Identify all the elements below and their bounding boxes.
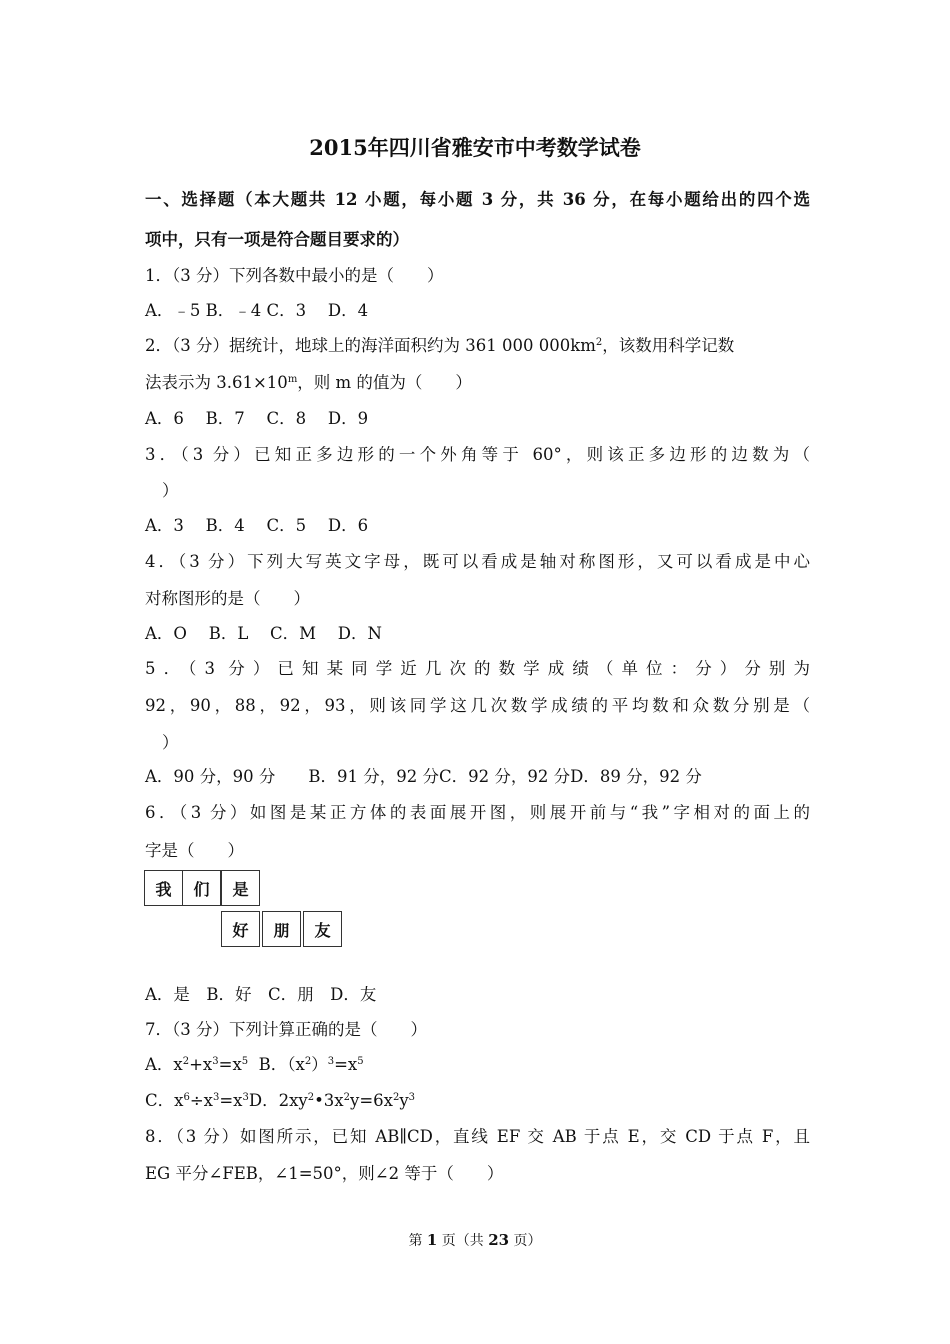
q7-d-sup2b: 2	[343, 1092, 350, 1103]
q7-c-sup3b: 3	[242, 1092, 249, 1103]
net-face-4: 好	[221, 911, 260, 947]
question-3-stem-line-1: 3．（3 分）已知正多边形的一个外角等于 60°，则该正多边形的边数为（	[145, 445, 810, 464]
question-4-options: A．O B．L C．M D．N	[145, 624, 382, 643]
q7-d-bullet: •3x	[314, 1091, 344, 1110]
section-heading-line-2: 项中，只有一项是符合题目要求的）	[145, 230, 409, 249]
question-5-stem-line-2: 92，90，88，92，93，则该同学这几次数学成绩的平均数和众数分别是（	[145, 696, 810, 715]
footer-suffix: 页）	[509, 1233, 542, 1249]
question-8-stem-line-2: EG 平分∠FEB，∠1=50°，则∠2 等于（ ）	[145, 1164, 504, 1183]
q7-c-eq: =x	[219, 1091, 243, 1110]
q2-text-a: 2．（3 分）据统计，地球上的海洋面积约为 361 000 000km	[145, 336, 596, 355]
question-6-stem-line-2: 字是（ ）	[145, 841, 244, 860]
q7-b-sup5: 5	[357, 1056, 364, 1067]
q7-d-eq: y=6x	[350, 1091, 393, 1110]
question-7-options-ab	[145, 1051, 810, 1075]
question-7-stem: 7．（3 分）下列计算正确的是（ ）	[145, 1020, 427, 1039]
question-5-stem-line-3: ）	[162, 733, 179, 752]
net-face-3: 是	[221, 870, 260, 906]
question-6-options: A．是 B．好 C．朋 D．友	[145, 985, 377, 1004]
net-face-5: 朋	[262, 911, 301, 947]
question-2-stem-line-2	[145, 369, 810, 393]
q7-a-plus: +x	[189, 1055, 213, 1074]
q7-d-sup2: 2	[307, 1092, 315, 1103]
q7-c-sup6: 6	[183, 1092, 190, 1103]
net-face-1: 我	[144, 870, 183, 906]
question-2-options: A．6 B．7 C．8 D．9	[145, 409, 369, 428]
question-6-stem-line-1: 6．（3 分）如图是某正方体的表面展开图，则展开前与“我”字相对的面上的	[145, 803, 810, 822]
page-footer	[0, 1230, 950, 1250]
q2-sup-2: 2	[595, 337, 603, 348]
question-8-stem-line-1: 8．（3 分）如图所示，已知 AB∥CD，直线 EF 交 AB 于点 E，交 CD 于点 F，且	[145, 1127, 810, 1146]
question-7-options-cd	[145, 1087, 810, 1111]
q2-sup-m: m	[287, 374, 298, 385]
question-3-options: A．3 B．4 C．5 D．6	[145, 516, 369, 535]
q7-b-sup3: 3	[327, 1056, 335, 1067]
q7-b-eq: =x	[334, 1055, 358, 1074]
q2-text-a-end: ，该数用科学记数	[602, 336, 735, 355]
q7-a-x: A．x	[145, 1055, 183, 1074]
q7-d-y: y	[399, 1091, 409, 1110]
q2-text-b: 法表示为 3.61×10	[145, 373, 288, 392]
footer-page-number: 1	[426, 1231, 438, 1249]
question-1-options: A．﹣5 B．﹣4 C．3 D．4	[145, 301, 369, 320]
question-4-stem-line-1: 4．（3 分）下列大写英文字母，既可以看成是轴对称图形，又可以看成是中心	[145, 552, 810, 571]
footer-prefix: 第	[408, 1233, 427, 1249]
question-3-stem-line-2: ）	[162, 481, 179, 500]
net-face-6: 友	[303, 911, 342, 947]
page-title: 2015年四川省雅安市中考数学试卷	[309, 135, 641, 160]
q7-a-sup3: 3	[212, 1056, 219, 1067]
q7-a-eq: =x	[218, 1055, 242, 1074]
question-2-stem-line-1	[145, 332, 810, 356]
footer-total-pages: 23	[488, 1231, 510, 1249]
q7-c-div: ÷x	[189, 1091, 213, 1110]
q7-b-paren: ）	[311, 1055, 328, 1074]
question-5-stem-line-1: 5．（3 分）已知某同学近几次的数学成绩（单位：分）分别为	[145, 659, 810, 678]
q7-c-x: C．x	[145, 1091, 184, 1110]
q7-c-sup3: 3	[212, 1092, 220, 1103]
question-1-stem: 1．（3 分）下列各数中最小的是（ ）	[145, 266, 444, 285]
section-heading-line-1: 一、选择题（本大题共 12 小题，每小题 3 分，共 36 分，在每小题给出的四个选	[145, 190, 810, 209]
q7-d-x: D．2xy	[248, 1091, 308, 1110]
question-4-stem-line-2: 对称图形的是（ ）	[145, 589, 310, 608]
footer-mid: 页（共	[437, 1233, 489, 1249]
q7-a-sup: 2	[182, 1056, 190, 1067]
q7-a-sup5: 5	[241, 1056, 249, 1067]
question-5-options: A．90 分，90 分 B．91 分，92 分C．92 分，92 分D．89 分，92 分	[145, 767, 702, 786]
net-face-2: 们	[182, 870, 221, 906]
q7-d-sup3: 3	[408, 1092, 416, 1103]
q2-text-b-end: ，则 m 的值为（ ）	[297, 373, 472, 392]
q7-b-x: B．（x	[258, 1055, 305, 1074]
q7-d-sup2c: 2	[392, 1092, 400, 1103]
q7-b-sup2: 2	[304, 1056, 312, 1067]
